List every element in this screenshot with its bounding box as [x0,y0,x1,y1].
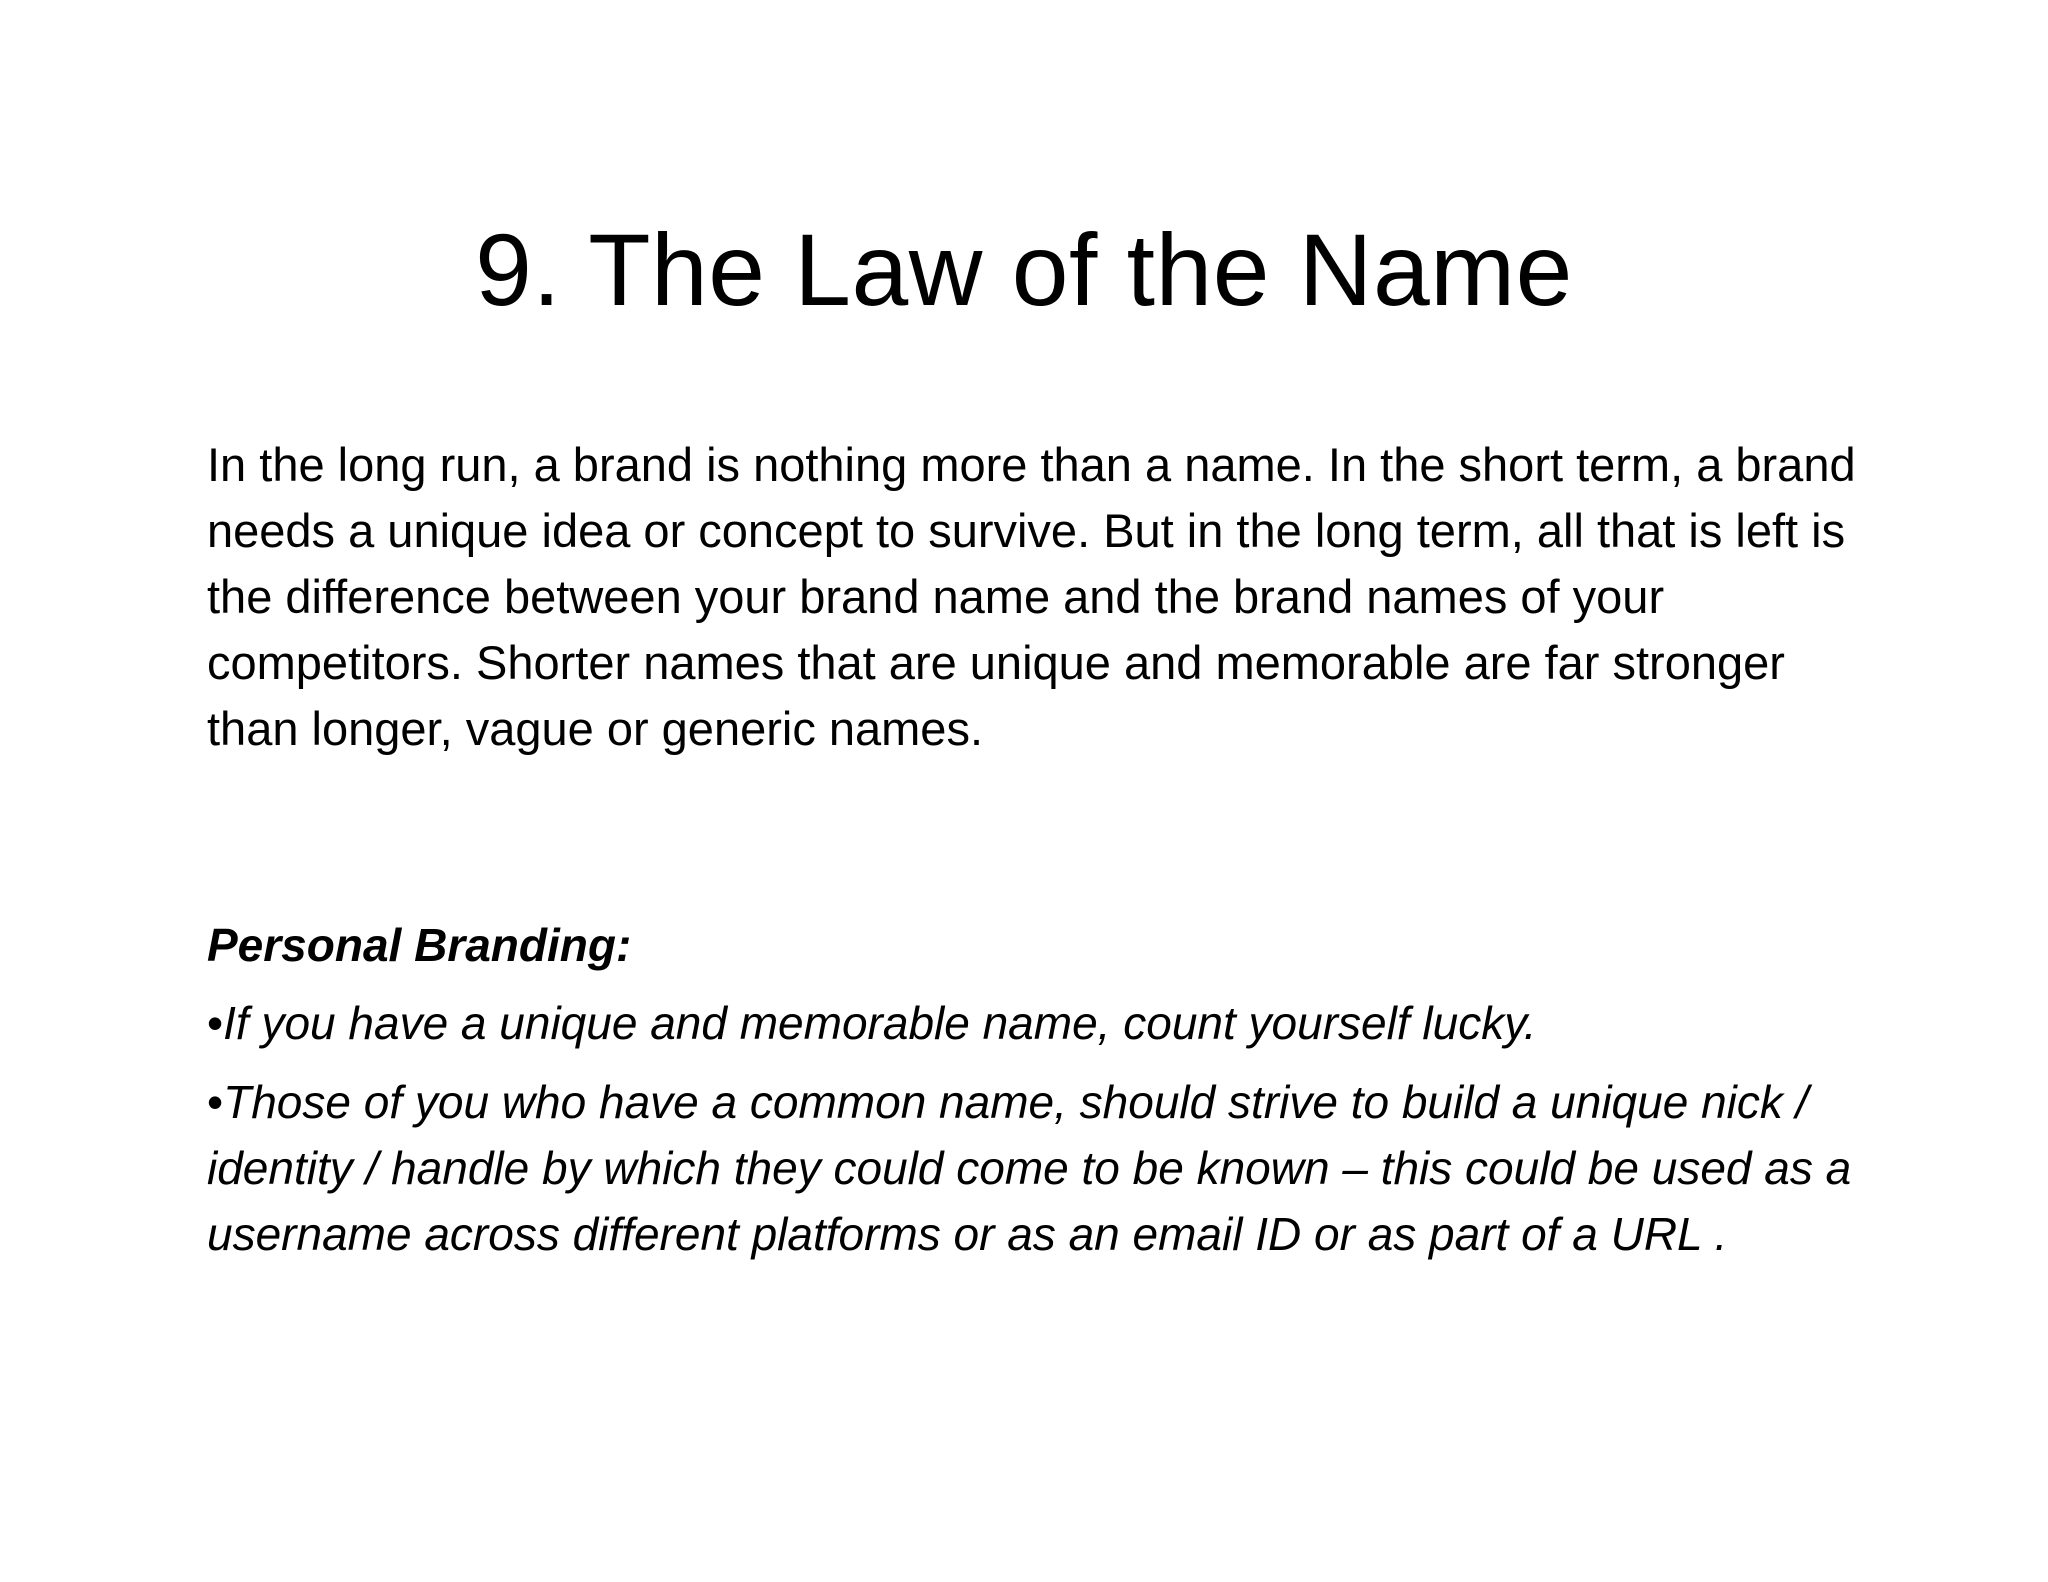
bullet-mark: • [207,997,224,1049]
bullet-list [207,990,1857,1267]
personal-branding-section [207,912,1857,1280]
section-heading: Personal Branding: [207,919,632,971]
slide-title: 9. The Law of the Name [475,213,1573,327]
bullet-text: If you have a unique and memorable name, count yourself lucky. [223,997,1537,1049]
bullet-item [207,990,1857,1056]
bullet-item [207,1069,1857,1267]
bullet-text: Those of you who have a common name, should strive to build a unique nick / identity / handle by which they could come to be known – this could be used as a username across different platforms or as an email ID or as part of a URL . [207,1076,1852,1260]
bullet-mark: • [207,1076,224,1128]
slide-body-paragraph: In the long run, a brand is nothing more than a name. In the short term, a brand needs a unique idea or concept to survive. But in the long term, all that is left is the difference between your brand name and the brand names of your competitors. Shorter names that are unique and memorable are far stronger than longer, vague or generic names. [207,438,1856,755]
